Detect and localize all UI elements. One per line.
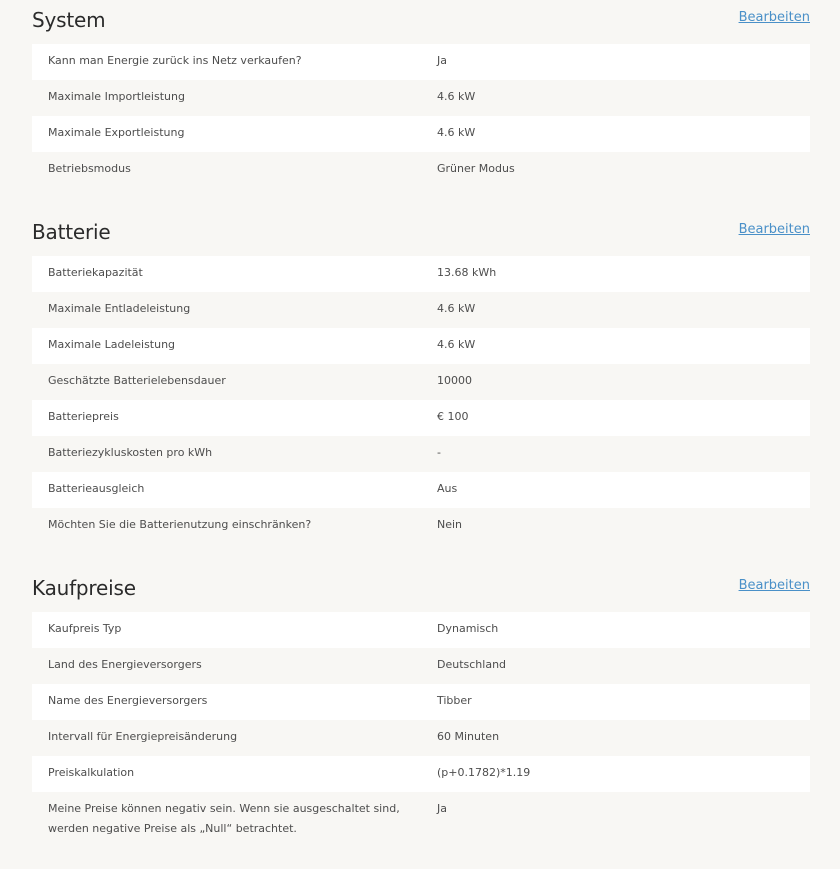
row-value: Grüner Modus <box>437 162 515 175</box>
row-label: Batteriepreis <box>48 410 119 423</box>
row-label: Batteriekapazität <box>48 266 143 279</box>
row-label: Maximale Importleistung <box>48 90 185 103</box>
row-label: Land des Energieversorgers <box>48 658 202 671</box>
row-label: Intervall für Energiepreisänderung <box>48 730 238 743</box>
row-value: Nein <box>437 518 463 531</box>
table-row <box>32 756 810 792</box>
settings-table <box>32 612 810 848</box>
row-value: 4.6 kW <box>437 302 476 315</box>
row-label: Batteriezykluskosten pro kWh <box>48 446 213 459</box>
row-label: Preiskalkulation <box>48 766 135 779</box>
settings-table <box>32 256 810 544</box>
row-label: Batterieausgleich <box>48 482 145 495</box>
settings-table <box>32 44 810 188</box>
section-batterie <box>32 212 810 544</box>
table-row <box>32 612 810 648</box>
row-value: 4.6 kW <box>437 338 476 351</box>
table-row <box>32 684 810 720</box>
section-kaufpreise <box>32 568 810 848</box>
row-label: Maximale Entladeleistung <box>48 302 191 315</box>
table-row <box>32 472 810 508</box>
table-row <box>32 792 810 848</box>
table-row <box>32 292 810 328</box>
row-label: Maximale Ladeleistung <box>48 338 176 351</box>
table-row <box>32 436 810 472</box>
row-label: Maximale Exportleistung <box>48 126 185 139</box>
table-row <box>32 400 810 436</box>
table-row <box>32 80 810 116</box>
row-value: (p+0.1782)*1.19 <box>437 766 531 779</box>
section-title: Kaufpreise <box>32 576 136 600</box>
row-value: Aus <box>437 482 458 495</box>
row-value: 60 Minuten <box>437 730 500 743</box>
row-label: Geschätzte Batterielebensdauer <box>48 374 226 387</box>
table-row <box>32 648 810 684</box>
section-header <box>32 568 810 612</box>
row-value: 4.6 kW <box>437 90 476 103</box>
edit-kaufpreise-link[interactable]: Bearbeiten <box>738 578 810 593</box>
table-row <box>32 116 810 152</box>
row-label: Möchten Sie die Batterienutzung einschränken? <box>48 518 312 531</box>
table-row <box>32 720 810 756</box>
table-row <box>32 152 810 188</box>
row-label: Betriebsmodus <box>48 162 131 175</box>
edit-batterie-link[interactable]: Bearbeiten <box>738 222 810 237</box>
row-value: Dynamisch <box>437 622 499 635</box>
section-title: Batterie <box>32 220 111 244</box>
row-label: Meine Preise können negativ sein. Wenn sie ausgeschaltet sind, werden negative Preise als „Null“ betrachtet. <box>48 802 400 835</box>
table-row <box>32 508 810 544</box>
section-header <box>32 0 810 44</box>
row-value: Ja <box>437 802 447 815</box>
row-value: 10000 <box>437 374 472 387</box>
section-header <box>32 212 810 256</box>
section-system <box>32 0 810 188</box>
edit-system-link[interactable]: Bearbeiten <box>738 10 810 25</box>
row-value: 13.68 kWh <box>437 266 497 279</box>
row-value: Tibber <box>437 694 472 707</box>
section-title: System <box>32 8 106 32</box>
table-row <box>32 364 810 400</box>
table-row <box>32 256 810 292</box>
row-label: Name des Energieversorgers <box>48 694 208 707</box>
row-value: Deutschland <box>437 658 507 671</box>
row-value: Ja <box>437 54 447 67</box>
row-label: Kann man Energie zurück ins Netz verkaufen? <box>48 54 302 67</box>
row-label: Kaufpreis Typ <box>48 622 122 635</box>
table-row <box>32 328 810 364</box>
row-value: 4.6 kW <box>437 126 476 139</box>
table-row <box>32 44 810 80</box>
row-value: - <box>437 446 441 459</box>
row-value: € 100 <box>437 410 469 423</box>
